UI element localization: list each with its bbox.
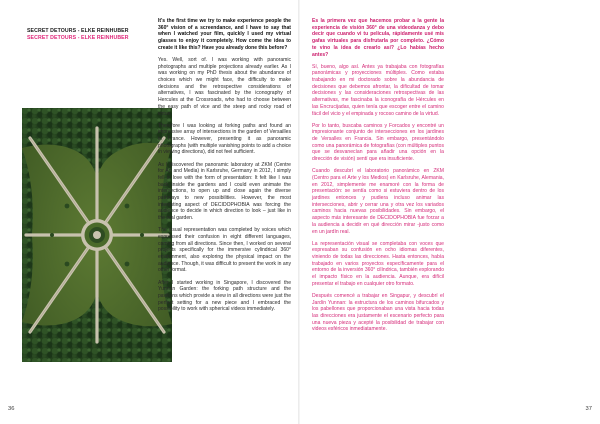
english-paragraph: As I discovered the panoramic laboratory at ZKM (Centre for Art and Media) in Karlsruhe, Germany in 2012, I simply fell in love with the form of presentation: It felt like I was back inside the gardens and I could even animate the intersections, to open up and close again the diverse pathways to new possibilities. However, the most interesting aspect of DECIDOPHOBIA was forcing the audience to decide in which direction to look – just like in the real garden.	[158, 161, 291, 222]
spanish-paragraph: Después comencé a trabajar en Singapur, y descubrí el Jardín Yunnan: la estructura de los caminos bifurcados y los pabellones que proporcionaban una vista hacia todas las direcciones era justamente el escenario perfecto para una nueva pieza y acepté la posibilidad de trabajar con videos esféricos inmediatamente.	[312, 292, 444, 333]
english-paragraph: After I started working in Singapore, I discovered the Yunnan Garden: the forking path structure and the pavilions which provide a view in all directions were just the perfect setting for a new piece and I embraced the possibility to work with spherical videos immediately.	[158, 279, 291, 313]
spanish-paragraph: Cuando descubrí el laboratorio panorámico en ZKM (Centro para el Arte y los Medios) en Karlsruhe, Alemania, en 2012, simplemente me enamoré con la forma de presentación: se sentía como si estuviera dentro de los jardines entonces y pudiera incluso animar las intersecciones, abrir y cerrar una y otra vez los variados caminos hacia nuevas posibilidades. Sin embargo, el aspecto más interesante de DECIDOPHOBIA fue forzar a la audiencia a decidir en qué dirección mirar -justo como en un jardín real.	[312, 168, 444, 235]
spanish-paragraph: Sí, bueno, algo así. Antes ya trabajaba con fotografías panorámicas y proyecciones múltiples. Como estaba trabajando en mi doctorado sobre la abundancia de decisiones que debemos afrontar, la dificultad de tomar decisiones y las consideraciones retrospectivas de las alternativas, me fascinaba la iconografía de Hércules en las Encrucijadas, quien tenía que escoger entre el camino fácil del vicio y el empinada y rocoso camino de la virtud.	[312, 63, 444, 117]
heading-line-pink: SECRET DETOURS - ELKE REINHUBER	[27, 35, 129, 41]
spanish-question: Es la primera vez que hacemos probar a la gente la experiencia de visión 360° de una videodanza y debo decir que cuando vi tu película, rápidamente usé mis gafas virtuales para disfrutarla por completo. ¿Cómo te vino la idea de crearlo así? ¿Lo habías hecho antes?	[312, 18, 444, 58]
aerial-garden-photo	[22, 108, 172, 362]
english-paragraph: The visual representation was completed by voices which expressed their confusion in eight different languages, coming from all directions. Since then, I worked on several projects specifically for the immersive cylindrical 360° environment, also exploring the physical impact on the audience. Though, it was difficult to present the work in any other format.	[158, 227, 291, 274]
page-number-right: 37	[585, 406, 592, 412]
spanish-paragraph: La representación visual se completaba con voces que expresaban su confusión en ocho idiomas diferentes, viniendo de todas las direcciones. Hasta entonces, había trabajado en varios proyectos específicamente para el entorno de la inversión 360° cilíndrica, también explorando el impacto físico en la audiencia. Aunque, era difícil presentar el trabajo en cualquier otro formato.	[312, 240, 444, 287]
heading-line-dark: SECRET DETOURS - ELKE REINHUBER	[27, 28, 129, 34]
spanish-paragraph: Por lo tanto, buscaba caminos y Forcados y encontré un impresionante conjunto de intersecciones en los jardines de Versalles en Francia. Sin embargo, presentándolo como una panorámica de fotografías (con múltiples puntos que se desvanecían para añadir una opción en la dirección de visión) sentí que era insuficiente.	[312, 122, 444, 163]
page-number-left: 36	[8, 406, 15, 412]
english-paragraph: Therefore I was looking at forking paths and found an impressive array of intersections in the garden of Versailles in France. However, presenting it as panoramic photographs (with multiple vanishing points to add a choice in viewing directions), did not feel sufficient.	[158, 122, 291, 156]
english-paragraph: Yes. Well, sort of. I was working with panoramic photographs and multiple projections already earlier. As I was working on my PhD thesis about the abundance of choices which we might face, the difficulty to make decisions and the retrospective considerations of alternatives, I was fascinated by the iconography of Hercules at the Crossroads, who had to choose between the easy path of vice and the steep and rocky road of virtue.	[158, 56, 291, 117]
spanish-column	[312, 18, 444, 339]
english-column	[158, 18, 291, 318]
english-question: It's the first time we try to make experience people the 360° vision of a screendance, and I have to say that when I watched your film, quickly I used my virtual glasses to enjoy it completely. How come the idea to create it like this? Have you already done this before?	[158, 18, 291, 51]
article-heading	[27, 28, 129, 42]
